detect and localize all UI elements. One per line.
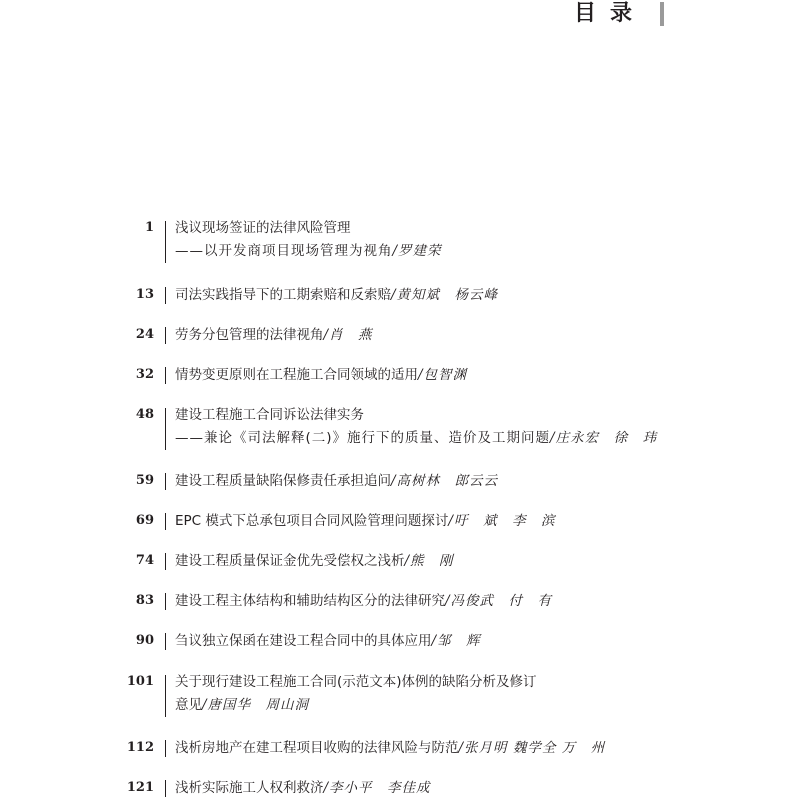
entry-title: EPC 模式下总承包项目合同风险管理问题探讨 — [175, 513, 449, 529]
entry-authors: /罗建荣 — [392, 243, 442, 259]
entry-text — [175, 779, 695, 797]
entry-text — [175, 512, 695, 530]
entry-text — [175, 472, 695, 490]
entry-title-line — [175, 286, 695, 304]
entry-rule — [165, 675, 166, 717]
entry-rule — [165, 593, 166, 610]
page-number: 83 — [135, 593, 154, 608]
entry-authors: /唐国华 周山洞 — [202, 697, 310, 713]
entry-text — [175, 219, 695, 260]
entry-title-line — [175, 632, 695, 650]
page-number: 1 — [144, 220, 154, 235]
entry-rule — [165, 740, 166, 757]
page-number: 13 — [135, 287, 154, 302]
entry-title: 建设工程施工合同诉讼法律实务 — [175, 407, 364, 423]
entry-authors: /高树林 郎云云 — [391, 473, 499, 489]
entry-authors: /邹 辉 — [431, 633, 481, 649]
toc-heading-title: 目录 — [574, 1, 647, 26]
entry-title-line — [175, 779, 695, 797]
page-number: 112 — [126, 740, 154, 755]
entry-text — [175, 552, 695, 570]
entry-title-line — [175, 552, 695, 570]
entry-title: 建设工程主体结构和辅助结构区分的法律研究 — [175, 593, 445, 609]
page-number: 101 — [126, 674, 154, 689]
entry-title: 浅析实际施工人权利救济 — [175, 780, 324, 796]
entry-authors: /肖 燕 — [323, 327, 373, 343]
entry-authors: /庄永宏 徐 玮 — [550, 430, 658, 446]
entry-title: 建设工程质量保证金优先受偿权之浅析 — [175, 553, 405, 569]
entry-authors: /冯俊武 付 有 — [445, 593, 553, 609]
entry-title-line — [175, 326, 695, 344]
entry-rule — [165, 408, 166, 450]
entry-rule — [165, 327, 166, 344]
entry-rule — [165, 553, 166, 570]
entry-title: 浅析房地产在建工程项目收购的法律风险与防范 — [175, 740, 459, 756]
entry-text — [175, 632, 695, 650]
page-number: 121 — [126, 780, 154, 795]
entry-authors: /吁 斌 李 滨 — [448, 513, 556, 529]
entry-title-line-2 — [175, 242, 695, 260]
entry-rule — [165, 780, 166, 797]
entry-authors: /熊 刚 — [404, 553, 454, 569]
page-number: 59 — [135, 473, 154, 488]
entry-title-line — [175, 739, 695, 757]
entry-title: 关于现行建设工程施工合同(示范文本)体例的缺陷分析及修订 — [175, 674, 537, 690]
entry-authors: /李小平 李佳成 — [323, 780, 431, 796]
entry-title: 劳务分包管理的法律视角 — [175, 327, 324, 343]
entry-title-line — [175, 472, 695, 490]
page-number: 90 — [135, 633, 154, 648]
page-number: 69 — [135, 513, 154, 528]
entry-title-line — [175, 366, 695, 384]
entry-text — [175, 592, 695, 610]
entry-authors: /张月明 魏学全 万 州 — [458, 740, 606, 756]
entry-title: 浅议现场签证的法律风险管理 — [175, 220, 351, 236]
page-number: 24 — [135, 327, 154, 342]
entry-title-line-2 — [175, 429, 695, 447]
page-number: 74 — [135, 553, 154, 568]
entry-title-line-2 — [175, 696, 695, 714]
entry-subtitle: ——兼论《司法解释(二)》施行下的质量、造价及工期问题 — [175, 430, 551, 446]
entry-title: 司法实践指导下的工期索赔和反索赔 — [175, 287, 391, 303]
entry-authors: /黄知斌 杨云峰 — [391, 287, 499, 303]
entry-text — [175, 326, 695, 344]
entry-title: 建设工程质量缺陷保修责任承担追问 — [175, 473, 391, 489]
entry-rule — [165, 513, 166, 530]
entry-title: 情势变更原则在工程施工合同领域的适用 — [175, 367, 418, 383]
entry-text — [175, 406, 695, 447]
entry-authors: /包智渊 — [418, 367, 468, 383]
entry-title-line — [175, 592, 695, 610]
entry-title: 刍议独立保函在建设工程合同中的具体应用 — [175, 633, 432, 649]
page-number: 32 — [135, 367, 154, 382]
entry-rule — [165, 367, 166, 384]
page-number: 48 — [135, 407, 154, 422]
entry-rule — [165, 287, 166, 304]
entry-text — [175, 739, 695, 757]
entry-title-line — [175, 512, 695, 530]
entry-rule — [165, 633, 166, 650]
entry-text — [175, 673, 695, 714]
entry-rule — [165, 473, 166, 490]
entry-title-continued: 意见 — [175, 697, 202, 713]
entry-text — [175, 366, 695, 384]
entry-rule — [165, 221, 166, 263]
entry-text — [175, 286, 695, 304]
entry-subtitle: ——以开发商项目现场管理为视角 — [175, 243, 393, 259]
